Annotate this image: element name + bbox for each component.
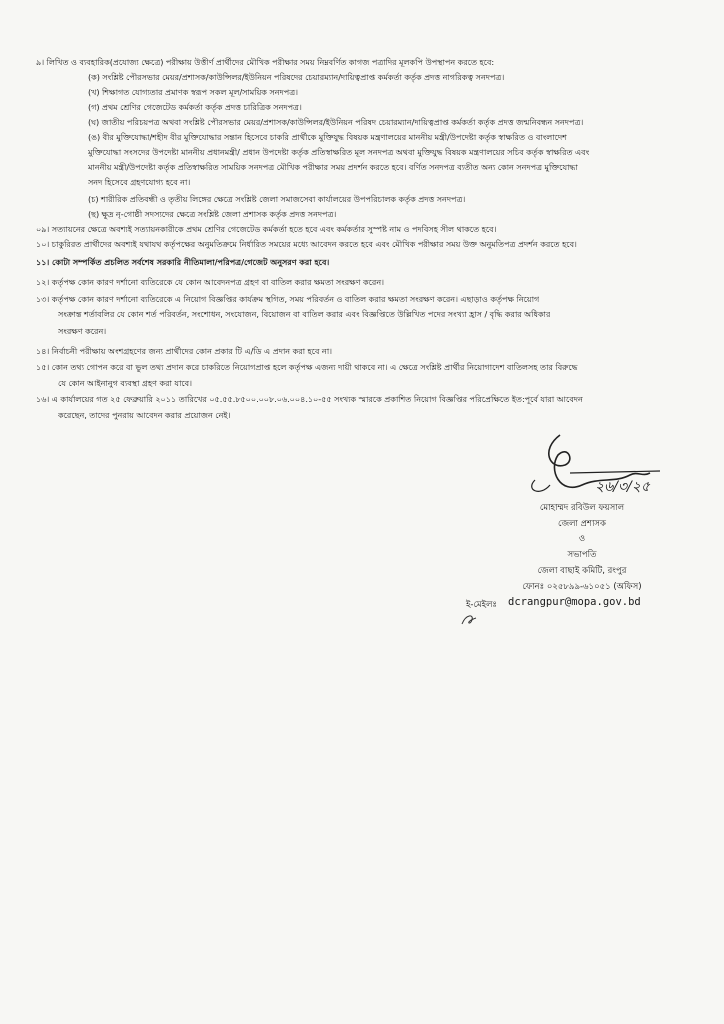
signature-date: ২৬/৩/২৫: [595, 479, 650, 495]
item-16-1: ১৬। এ কার্যালয়ের গত ২৫ ফেব্রুয়ারি ২০১১ তারিখের ০৫.৫৫.৮৫০০.০০৮.০৬.০০৪.১০-৫৫ সংখ্যক স্মারকে প্রকাশিত নিয়োগ বিজ্ঞপ্তির পরিপ্রেক্ষিতে ইত:পূর্বে যারা আবেদন: [36, 394, 583, 404]
initial-mark: [460, 612, 480, 628]
item-9-umo-4: সনদ হিসেবে গ্রহণযোগ্য হবে না।: [88, 177, 191, 187]
item-9-cha: (চ) শারীরিক প্রতিবন্ধী ও তৃতীয় লিঙ্গের ক্ষেত্রে সংশ্লিষ্ট জেলা সমাজসেবা কার্যালয়ের উপপরিচালক কর্তৃক প্রদত্ত সনদপত্র।: [88, 194, 466, 204]
item-12: ১২। কর্তৃপক্ষ কোন কারণ দর্শানো ব্যতিরেকে যে কোন আবেদনপত্র গ্রহণ বা বাতিল করার ক্ষমতা সংরক্ষণ করেন।: [36, 277, 384, 287]
signatory-committee: জেলা বাছাই কমিটি, রংপুর: [537, 566, 627, 576]
item-9-umo-3: মাননীয় মন্ত্রী/উপদেষ্টা কর্তৃক প্রতিস্বাক্ষরিত সাময়িক সনদপত্র মৌখিক পরীক্ষার সময় প্রদর্শন করতে হবে। বর্ণিত সনদপত্র ব্যতীত অন্য কোন সনদপত্র মুক্তিযোদ্ধা: [88, 162, 578, 172]
item-9-kha: (খ) শিক্ষাগত যোগ্যতার প্রমাণক স্বরূপ সকল মূল/সাময়িক সনদপত্র।: [88, 87, 298, 97]
item-15-1: ১৫। কোন তথ্য গোপন করে বা ভুল তথ্য প্রদান করে চাকরিতে নিয়োগপ্রাপ্ত হলে কর্তৃপক্ষ এজন্য দায়ী থাকবে না। এ ক্ষেত্রে সংশ্লিষ্ট প্রার্থীর নিয়োগাদেশ বাতিলসহ তার বিরুদ্ধে: [36, 362, 578, 372]
item-09: ০৯। সত্যায়নের ক্ষেত্রে অবশ্যই সত্যায়নকারীকে প্রথম শ্রেণির গেজেটেড কর্মকর্তা হতে হবে এবং কর্মকর্তার সুস্পষ্ট নাম ও পদবিসহ সীল থাকতে হবে।: [36, 224, 497, 234]
item-9-umo-1: (ঙ) বীর মুক্তিযোদ্ধা/শহীদ বীর মুক্তিযোদ্ধার সন্তান হিসেবে চাকরি প্রার্থীকে মুক্তিযুদ্ধ বিষয়ক মন্ত্রণালয়ের মাননীয় মন্ত্রী/উপদেষ্টা কর্তৃক স্বাক্ষরিত ও বাংলাদেশ: [88, 132, 567, 142]
item-11: ১১। কোটা সম্পর্কিত প্রচলিত সর্বশেষ সরকারি নীতিমালা/পরিপত্র/গেজেট অনুসরণ করা হবে।: [36, 257, 330, 267]
item-9-gha: (ঘ) জাতীয় পরিচয়পত্র অথবা সংশ্লিষ্ট পৌরসভার মেয়র/প্রশাসক/কাউন্সিলর/ইউনিয়ন পরিষদ চেয়ারম্যান/দায়িত্বপ্রাপ্ত কর্মকর্তা কর্তৃক প্রদত্ত জন্মনিবন্ধন সনদপত্র।: [88, 117, 584, 127]
item-9-umo-2: মুক্তিযোদ্ধা সংসদের উপদেষ্টা মাননীয় প্রধানমন্ত্রী/ প্রধান উপদেষ্টা কর্তৃক প্রতিস্বাক্ষরিত মূল সনদপত্র অথবা মুক্তিযুদ্ধ বিষয়ক মন্ত্রণালয়ের সচিব কর্তৃক স্বাক্ষরিত এবং: [88, 147, 590, 157]
item-16-2: করেছেন, তাদের পুনরায় আবেদন করার প্রয়োজন নেই।: [58, 410, 231, 420]
item-9-ga: (গ) প্রথম শ্রেণির গেজেটেড কর্মকর্তা কর্তৃক প্রদত্ত চারিত্রিক সনদপত্র।: [88, 102, 302, 112]
item-13-2: সংক্রান্ত শর্তাবলির যে কোন শর্ত পরিবর্তন, সংশোধন, সংযোজন, বিয়োজন বা বাতিল করার এবং বিজ্ঞপ্তিতে উল্লিখিত পদের সংখ্যা হ্রাস / বৃদ্ধি করার অধিকার: [58, 309, 551, 319]
item-9-intro: ৯। লিখিত ও ব্যবহারিক(প্রযোজ্য ক্ষেত্রে) পরীক্ষায় উত্তীর্ণ প্রার্থীদের মৌখিক পরীক্ষার সময় নিম্নবর্ণিত কাগজ পত্রাদির মূলকপি উপস্থাপন করতে হবে:: [36, 57, 495, 67]
signatory-conj: ও: [578, 534, 586, 544]
item-10: ১০। চাকুরিরত প্রার্থীদের অবশ্যই যথাযথ কর্তৃপক্ষের অনুমতিক্রমে নির্ধারিত সময়ের মধ্যে আবেদন করতে হবে এবং মৌখিক পরীক্ষার সময় উক্ত অনুমতিপত্র প্রদর্শন করতে হবে।: [36, 239, 577, 249]
signatory-name: মোহাম্মদ রবিউল ফয়সাল: [539, 503, 625, 513]
item-13-3: সংরক্ষণ করেন।: [58, 326, 107, 336]
item-9-chha: (ছ) ক্ষুদ্র নৃ-গোষ্ঠী সদস্যদের ক্ষেত্রে সংশ্লিষ্ট জেলা প্রশাসক কর্তৃক প্রদত্ত সনদপত্র।: [88, 209, 337, 219]
email-label: ই-মেইলঃ: [466, 600, 497, 610]
item-9-ka: (ক) সংশ্লিষ্ট পৌরসভার মেয়র/প্রশাসক/কাউন্সিলর/ইউনিয়ন পরিষদের চেয়ারম্যান/দায়িত্বপ্রাপ্ত কর্মকর্তা কর্তৃক প্রদত্ত নাগরিকত্ব সনদপত্র।: [88, 72, 505, 82]
signatory-role-chair: সভাপতি: [567, 550, 597, 560]
email-link[interactable]: dcrangpur@mopa.gov.bd: [508, 596, 641, 608]
item-13-1: ১৩। কর্তৃপক্ষ কোন কারণ দর্শানো ব্যতিরেকে এ নিয়োগ বিজ্ঞপ্তির কার্যক্রম স্থগিত, সময় পরিবর্তন ও বাতিল করার ক্ষমতা সংরক্ষণ করেন। এছাড়াও কর্তৃপক্ষ নিয়োগ: [36, 294, 540, 304]
signature-scribble: [520, 425, 700, 515]
signatory-phone: ফোনঃ ০২৫৮৯৯-৬১০৫১ (অফিস): [522, 582, 642, 592]
item-15-2: যে কোন আইনানুগ ব্যবস্থা গ্রহণ করা যাবে।: [58, 378, 192, 388]
signatory-role-dc: জেলা প্রশাসক: [558, 519, 606, 529]
item-14: ১৪। নির্বাচনী পরীক্ষায় অংশগ্রহণের জন্য প্রার্থীদের কোন প্রকার টি এ/ডি এ প্রদান করা হবে না।: [36, 346, 332, 356]
